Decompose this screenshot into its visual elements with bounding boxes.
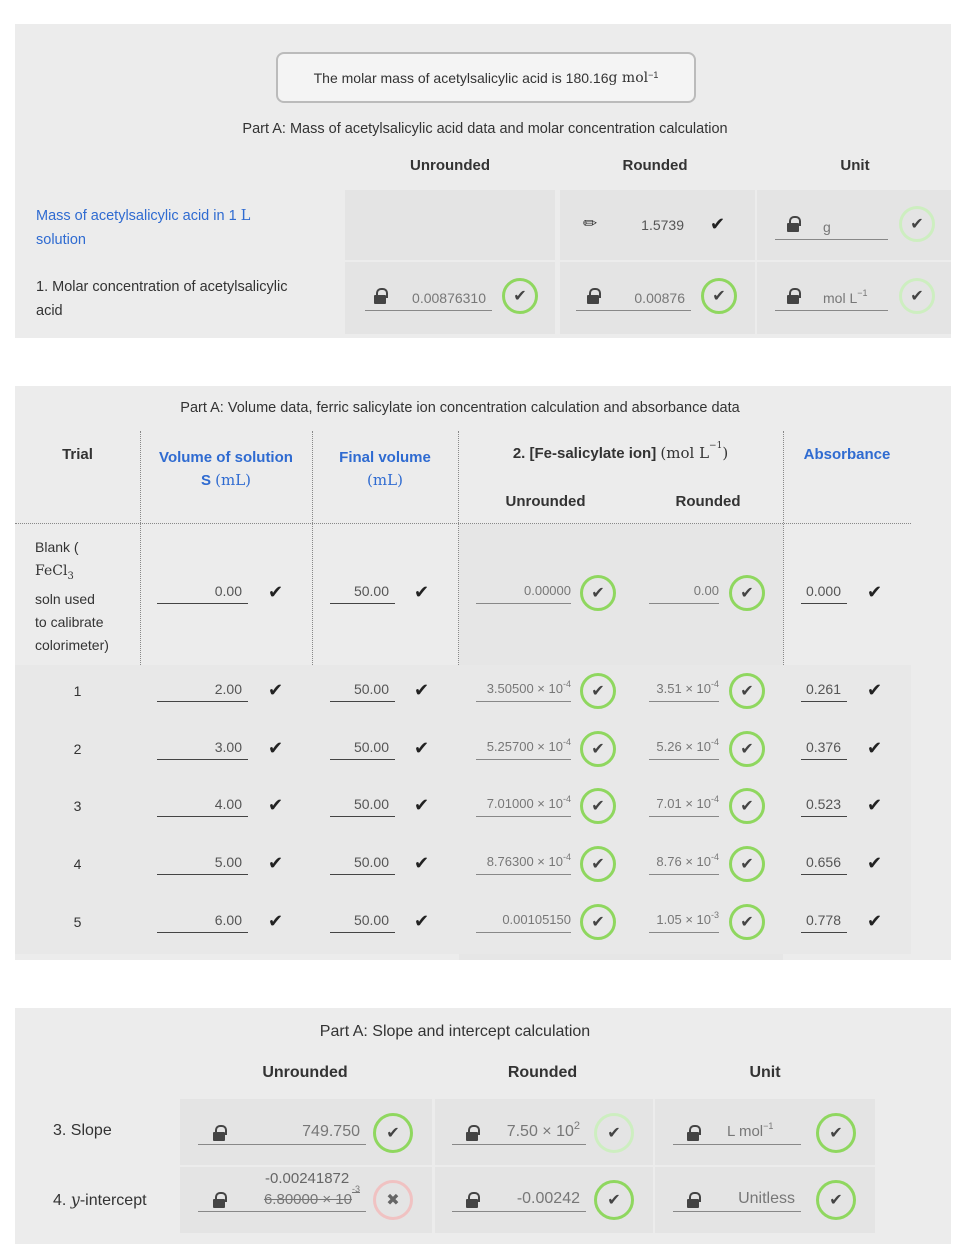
conc-unrounded-exp: -4 [562,736,571,747]
molar-conc-label-text2: acid [36,303,63,319]
header-conc-unrounded: Unrounded [505,493,586,510]
conc-unrounded-field [476,907,571,933]
conc-unrounded-field [476,734,571,760]
molar-conc-unrounded-value: 0.00876310 [412,289,486,306]
slope-unrounded-value: 749.750 [302,1122,360,1140]
blank-label [35,536,109,657]
mass-rounded-value: 1.5739 [641,217,684,233]
header-rounded: Rounded [622,157,688,174]
intercept-wrong-value [263,1183,360,1208]
conc-rounded-exp: -4 [710,793,719,804]
check-icon: ✔ [268,853,284,873]
check-icon: ✔ [268,738,284,758]
final-volume-value: 50.00 [353,853,389,870]
conc-unrounded-field [476,676,571,702]
check-icon: ✔ [710,214,726,234]
trial-number: 3 [73,798,82,814]
blank-label-line3: soln used [35,590,95,607]
check-circle-icon: ✔ [701,278,737,314]
header-conc-unit: (mol L [660,444,710,462]
check-circle-icon: ✔ [594,1113,634,1153]
conc-rounded-field [649,578,719,604]
final-volume-value: 50.00 [353,795,389,812]
slope-unrounded-field [198,1119,366,1145]
trial-number: 5 [73,914,82,930]
final-volume-input[interactable] [330,676,395,702]
intercept-wrong-base: 6.80000 × 10 [263,1190,352,1208]
conc-rounded-exp: -4 [710,678,719,689]
banner-unit: g mol [608,69,649,86]
absorbance-value: 0.778 [805,911,841,928]
check-icon: ✔ [414,680,430,700]
header-volume-s-letter: S [200,472,211,489]
conc-unrounded-value: 0.00000 [524,583,571,598]
final-volume-input[interactable] [330,734,395,760]
volume-s-input[interactable] [157,791,248,817]
mass-row-label [36,204,336,252]
volume-s-value: 3.00 [214,738,242,755]
conc-rounded-value: 0.00 [693,583,719,598]
check-icon: ✔ [268,582,284,602]
slope-rounded-value: 7.50 × 10 [506,1122,574,1140]
slope-unit-value: L mol [727,1123,764,1140]
conc-rounded-exp: -3 [710,909,719,920]
table-row-bg [15,723,911,781]
blank-label-line5: colorimeter) [35,636,109,653]
table-row-bg [15,838,911,896]
check-circle-icon: ✔ [729,904,765,940]
volume-s-input[interactable] [157,849,248,875]
final-volume-value: 50.00 [353,738,389,755]
conc-unrounded-value: 7.01000 × 10 [486,796,563,811]
check-circle-icon: ✔ [899,206,935,242]
check-icon: ✔ [268,911,284,931]
header-unrounded: Unrounded [410,157,490,174]
molar-mass-banner [276,52,696,103]
intercept-rounded-value: -0.00242 [516,1189,580,1207]
header-unrounded: Unrounded [262,1064,348,1081]
partA-volume-title: Part A: Volume data, ferric salicylate ion concentration calculation and absorbance data [180,400,740,416]
check-icon: ✔ [414,911,430,931]
header-final-volume [312,446,458,492]
intercept-label-text2: -intercept [79,1192,147,1209]
final-volume-value: 50.00 [353,582,389,599]
header-conc-close: ) [722,444,729,462]
check-icon: ✔ [867,795,883,815]
check-icon: ✔ [867,738,883,758]
mass-label-unit: L [240,208,251,224]
header-conc-exp: −1 [709,441,723,451]
mass-label-text: Mass of acetylsalicylic acid in 1 [36,208,241,224]
header-conc-rounded: Rounded [675,493,741,510]
partA-slope-panel [15,1008,951,1244]
conc-unrounded-field [476,791,571,817]
conc-unrounded-value: 5.25700 × 10 [486,739,563,754]
check-circle-icon: ✔ [580,673,616,709]
banner-exp: −1 [648,69,659,80]
volume-s-value: 2.00 [214,680,242,697]
intercept-wrong-exp: -3 [351,1183,360,1194]
final-volume-input[interactable] [330,907,395,933]
header-volume-s-text: Volume of solution [159,449,293,466]
check-icon: ✔ [867,680,883,700]
check-circle-icon: ✔ [580,846,616,882]
check-icon: ✔ [268,795,284,815]
absorbance-value: 0.656 [805,853,841,870]
slope-rounded-field [452,1119,586,1145]
absorbance-input[interactable] [801,578,847,604]
intercept-label-text: 4. [53,1192,71,1209]
x-circle-icon: ✖ [373,1180,413,1220]
blank-label-sub: 3 [67,570,74,582]
header-conc [458,441,783,462]
volume-s-input[interactable] [157,734,248,760]
partA-slope-title: Part A: Slope and intercept calculation [319,1023,591,1040]
table-row-bg [15,665,911,723]
slope-unit-field [673,1119,801,1145]
blank-label-line4: to calibrate [35,613,104,630]
conc-rounded-field [649,676,719,702]
check-circle-icon: ✔ [816,1180,856,1220]
check-circle-icon: ✔ [580,904,616,940]
absorbance-input[interactable] [801,676,847,702]
check-circle-icon: ✔ [729,575,765,611]
absorbance-value: 0.000 [805,582,841,599]
check-circle-icon: ✔ [816,1113,856,1153]
slope-unit-exp: −1 [763,1120,774,1131]
header-volume-s-unit: (mL) [215,471,252,489]
molar-conc-rounded-value: 0.00876 [634,289,685,306]
conc-rounded-exp: -4 [710,851,719,862]
intercept-unrounded-field [198,1183,366,1212]
intercept-unit-value: Unitless [738,1189,795,1207]
table-row-bg [15,780,911,838]
check-circle-icon: ✔ [373,1113,413,1153]
check-icon: ✔ [414,853,430,873]
absorbance-input[interactable] [801,734,847,760]
intercept-label [53,1190,147,1210]
blank-label-line1: Blank ( [35,539,79,555]
header-unit: Unit [749,1064,781,1081]
absorbance-input[interactable] [801,791,847,817]
final-volume-value: 50.00 [353,680,389,697]
conc-unrounded-value: 0.00105150 [502,912,571,927]
header-trial: Trial [62,446,93,463]
volume-s-value: 5.00 [214,853,242,870]
molar-conc-label-text: 1. Molar concentration of acetylsalicylic [36,279,288,295]
conc-unrounded-exp: -4 [562,678,571,689]
volume-s-input[interactable] [157,676,248,702]
check-circle-icon: ✔ [580,575,616,611]
check-icon: ✔ [414,795,430,815]
check-icon: ✔ [867,582,883,602]
pencil-icon: ✏ [583,214,598,233]
check-circle-icon: ✔ [729,846,765,882]
check-icon: ✔ [414,582,430,602]
molar-conc-unit-exp: −1 [857,287,868,298]
trial-number: 2 [73,741,82,757]
header-volume-s [140,446,312,492]
absorbance-value: 0.523 [805,795,841,812]
conc-unrounded-value: 8.76300 × 10 [486,854,563,869]
check-icon: ✔ [867,911,883,931]
final-volume-input[interactable] [330,791,395,817]
conc-unrounded-field [476,849,571,875]
conc-rounded-exp: -4 [710,736,719,747]
conc-rounded-field [649,907,719,933]
volume-s-value: 4.00 [214,795,242,812]
mass-unit-field [775,214,888,240]
molar-conc-unit-value: mol L [823,289,858,306]
conc-rounded-field [649,791,719,817]
conc-rounded-value: 8.76 × 10 [656,854,711,869]
conc-unrounded-field [476,578,571,604]
slope-rounded-exp: 2 [573,1119,580,1132]
conc-unrounded-exp: -4 [562,793,571,804]
conc-rounded-value: 1.05 × 10 [656,912,711,927]
partA-mass-panel [15,24,951,338]
slope-label: 3. Slope [53,1122,112,1139]
mass-unrounded-cell [345,190,555,260]
header-conc-text: 2. [Fe-salicylate ion] [512,445,657,462]
absorbance-value: 0.261 [805,680,841,697]
check-icon: ✔ [414,738,430,758]
check-circle-icon: ✔ [729,731,765,767]
partA-volume-panel [15,386,951,960]
mass-label-text2: solution [36,232,86,248]
absorbance-input[interactable] [801,907,847,933]
partA-mass-title: Part A: Mass of acetylsalicylic acid data and molar concentration calculation [242,121,728,137]
header-rounded: Rounded [507,1064,578,1081]
trial-number: 1 [73,683,82,699]
final-volume-value: 50.00 [353,911,389,928]
check-circle-icon: ✔ [899,278,935,314]
conc-rounded-value: 3.51 × 10 [656,681,711,696]
conc-unrounded-value: 3.50500 × 10 [486,681,563,696]
volume-s-value: 6.00 [214,911,242,928]
check-circle-icon: ✔ [502,278,538,314]
header-final-volume-unit: (mL) [367,471,403,489]
absorbance-value: 0.376 [805,738,841,755]
final-volume-input[interactable] [330,578,395,604]
intercept-correct-value: -0.00241872 [265,1170,350,1187]
header-final-volume-text: Final volume [339,449,431,466]
banner-text: The molar mass of acetylsalicylic acid is 180.16 [313,69,609,86]
molar-conc-unit-field [775,285,888,311]
check-circle-icon: ✔ [729,673,765,709]
molar-conc-unrounded-field [365,285,492,311]
check-circle-icon: ✔ [594,1180,634,1220]
intercept-label-var: y [70,1190,80,1209]
intercept-unit-field [673,1186,801,1212]
conc-rounded-field [649,849,719,875]
molar-conc-label [36,275,336,323]
molar-conc-rounded-field [576,285,691,311]
volume-s-input[interactable] [157,907,248,933]
volume-s-input[interactable] [157,578,248,604]
mass-rounded-input[interactable] [575,212,690,238]
check-circle-icon: ✔ [580,788,616,824]
trial-number: 4 [73,856,82,872]
intercept-rounded-field [452,1186,586,1212]
blank-label-fecl: FeCl [35,563,68,579]
conc-rounded-value: 5.26 × 10 [656,739,711,754]
conc-rounded-value: 7.01 × 10 [656,796,711,811]
header-unit: Unit [840,157,870,174]
absorbance-input[interactable] [801,849,847,875]
mass-unit-value: g [823,218,831,235]
check-icon: ✔ [268,680,284,700]
check-circle-icon: ✔ [580,731,616,767]
conc-unrounded-exp: -4 [562,851,571,862]
table-row-bg [15,896,911,954]
check-icon: ✔ [867,853,883,873]
header-absorbance: Absorbance [803,446,891,463]
check-circle-icon: ✔ [729,788,765,824]
conc-rounded-field [649,734,719,760]
volume-s-value: 0.00 [214,582,242,599]
final-volume-input[interactable] [330,849,395,875]
